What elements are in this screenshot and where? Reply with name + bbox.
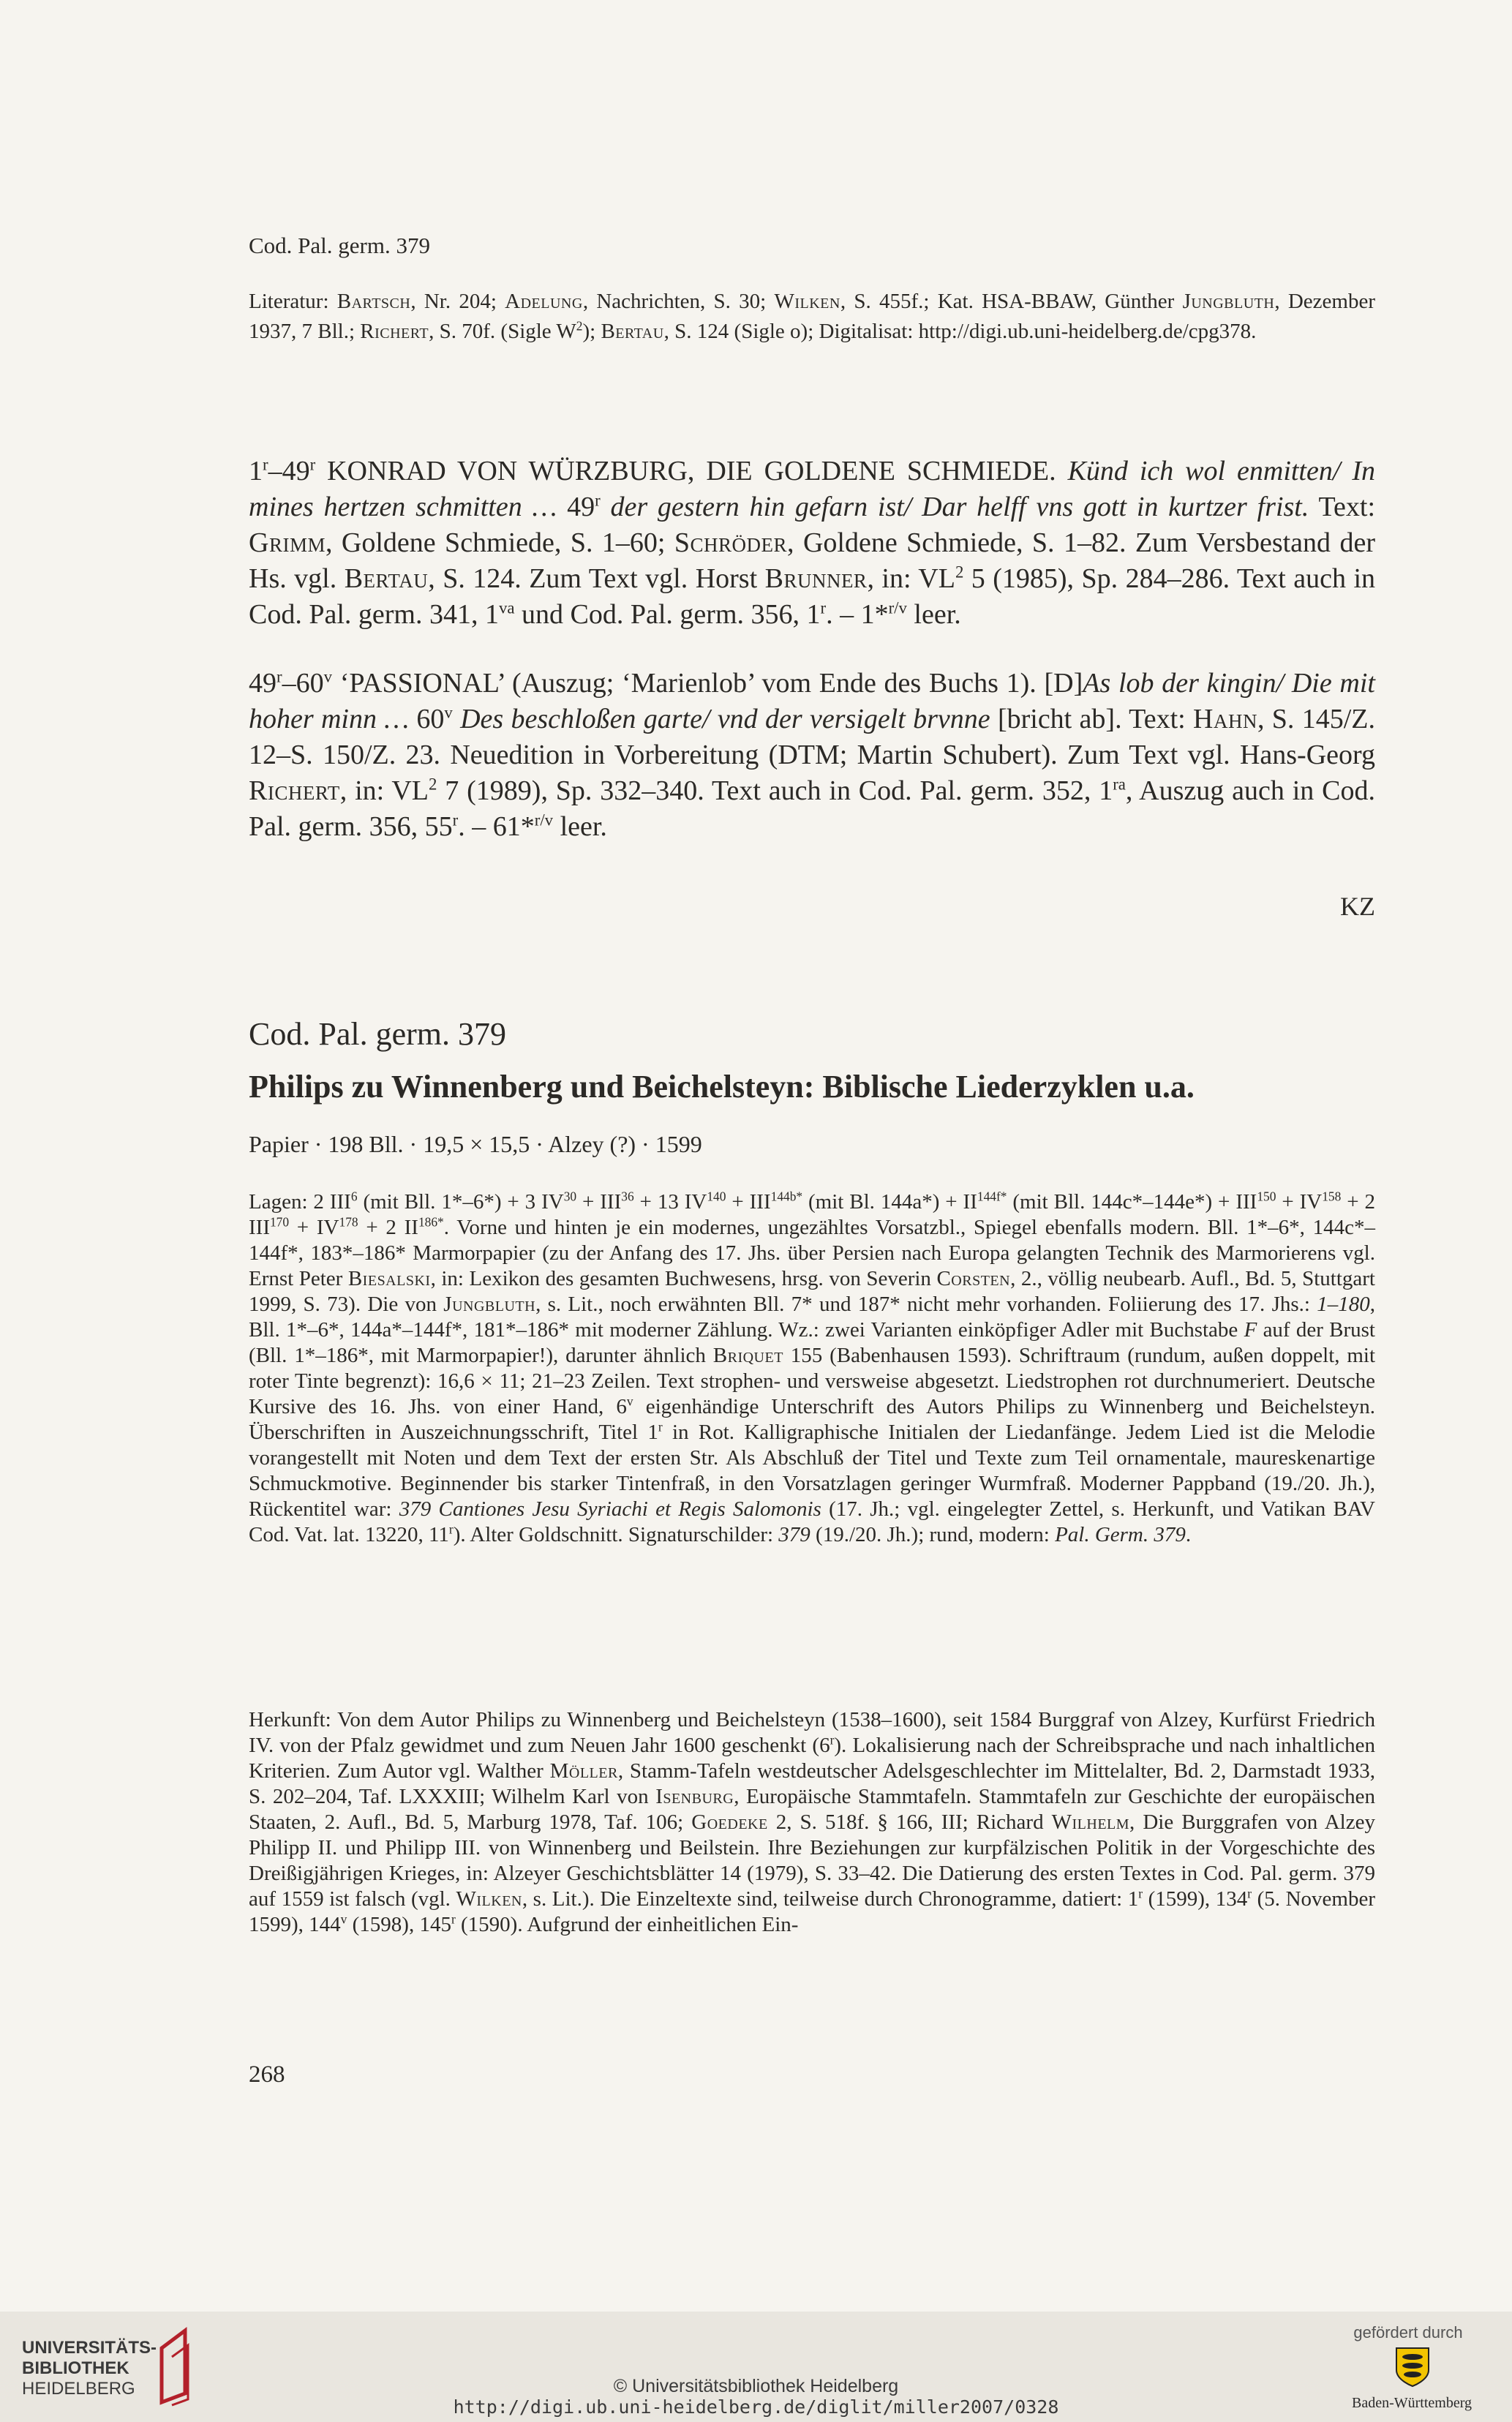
codicology-paragraph: Lagen: 2 III$^6$ (mit Bll. 1*–6*) + 3 $IV^{30} + III^{36} + 13$ $IV^{140} + III^{144b*}$ (mit Bl. $144a*) + II^{144f*}$ (mit Bll. $144c*-144e*) + III^{150} + IV^{158} + 2$ $III^{170} + IV^{178} + 2$ $II^{186*}$. Vorne und hinten je ein modernes, ungezähltes Vorsatzbl., Spiegel ebenfalls modern. Bll. 1*–6*, 144c*–144f*, 183*–186* Marmorpapier (zu der Anfang des 17. Jhs. über Persien nach Europa gelangten Technik des Marmorierens vgl. Ernst Peter Biesalski, in: Lexikon des gesamten Buchwesens, hrsg. von Severin Corsten, 2., völlig neubearb. Aufl., Bd. 5, Stuttgart 1999, S. 73). Die von Jungbluth, s. Lit., noch erwähnten Bll. 7* und 187* nicht mehr vorhanden. Foliierung des 17. Jhs.: 1–180, Bll. 1*–6*, 144a*–144f*, 181*–186* mit moderner Zählung. Wz.: zwei Varianten einköpfiger Adler mit Buchstabe F auf der Brust (Bll. 1*–186*, mit Marmorpapier!), darunter ähnlich Briquet 155 (Babenhausen 1593). Schriftraum (rundum, außen doppelt, mit roter Tinte begrenzt): 16,6 × 11; 21–23 Zeilen. Text strophen- und versweise abgesetzt. Liedstrophen rot durchnumeriert. Deutsche Kursive des 16. Jhs. von einer Hand, 6$^v$ eigenhändige Unterschrift des Autors Philips zu Winnenberg und Beichelsteyn. Überschriften in Auszeichnungsschrift, Titel 1$^r$ in Rot. Kalligraphische Initialen der Liedanfänge. Jedem Lied ist die Melodie vorangestellt mit Noten und dem Text der ersten Str. Als Abschluß der Titel und Texte zum Teil ornamentale, maureskenartige Schmuckmotive. Beginnender bis starker Tintenfraß, in den Vorsatzlagen geringer Wurmfraß. Moderner Pappband (19./20. Jh.), Rückentitel war: 379 Cantiones Jesu Syriachi et Regis Salomonis (17. Jh.; vgl. eingelegter Zettel, s. Herkunft, und Vatikan BAV Cod. Vat. lat. 13220, 11$^r$). Alter Goldschnitt. Signaturschilder: 379 (19./20. Jh.); rund, modern: Pal. Germ. 379. <box>249 1189 1376 1546</box>
permalink-url[interactable]: http://digi.ub.uni-heidelberg.de/diglit/miller2007/0328 <box>453 2396 1059 2418</box>
running-header: Cod. Pal. germ. 379 <box>249 233 430 258</box>
text-entry-passional: 49$^r$–60$^v$ ‘PASSIONAL’ (Auszug; ‘Marienlob’ vom Ende des Buchs 1). [D]As lob der kingin/ Die mit hoher minn … 60$^v$ Des beschloßen garte/ vnd der versigelt brvnne [bricht ab]. Text: Hahn, S. 145/Z. 12–S. 150/Z. 23. Neuedition in Vorbereitung (DTM; Martin Schubert). Zum Text vgl. Hans-Georg Richert, in: $VL^2$ 7 (1989), Sp. 332–340. Text auch in Cod. Pal. germ. 352, $1^{ra}$, Auszug auch in Cod. Pal. germ. 356, 55$^r$. – 61*$^{r/v}$ leer. <box>249 667 1376 842</box>
codex-title: Philips zu Winnenberg und Beichelsteyn: Biblische Liederzyklen u.a. <box>249 1069 1195 1105</box>
codex-physical-data: Papier · 198 Bll. · 19,5 × 15,5 · Alzey (?) · 1599 <box>249 1131 702 1157</box>
literature-paragraph: Literatur: Bartsch, Nr. 204; Adelung, Nachrichten, S. 30; Wilken, S. 455f.; Kat. HSA-BBAW, Günther Jungbluth, Dezember 1937, 7 Bll.; Richert, S. 70f. (Sigle $W^2$); Bertau, S. 124 (Sigle o); Digitalisat: http://digi.ub.uni-heidelberg.de/cpg378. <box>249 290 1375 343</box>
author-initials: KZ <box>1340 892 1375 921</box>
provenance-paragraph: Herkunft: Von dem Autor Philips zu Winnenberg und Beichelsteyn (1538–1600), seit 1584 Burggraf von Alzey, Kurfürst Friedrich IV. von der Pfalz gewidmet und zum Neuen Jahr 1600 geschenkt (6$^r$). Lokalisierung nach der Schreibsprache und nach inhaltlichen Kriterien. Zum Autor vgl. Walther Möller, Stamm-Tafeln westdeutscher Adelsgeschlechter im Mittelalter, Bd. 2, Darmstadt 1933, S. 202–204, Taf. LXXXIII; Wilhelm Karl von Isenburg, Europäische Stammtafeln. Stammtafeln zur Geschichte der europäischen Staaten, 2. Aufl., Bd. 5, Marburg 1978, Taf. 106; Goedeke 2, S. 518f. § 166, III; Richard Wilhelm, Die Burggrafen von Alzey Philipp II. und Philipp III. von Winnenberg und Beilstein. Ihre Beziehungen zur kurpfälzischen Politik in der Vorgeschichte des Dreißigjährigen Krieges, in: Alzeyer Geschichtsblätter 14 (1979), S. 33–42. Die Datierung des ersten Textes in Cod. Pal. germ. 379 auf 1559 ist falsch (vgl. Wilken, s. Lit.). Die Einzeltexte sind, teilweise durch Chronogramme, datiert: 1$^r$ (1599), 134$^r$ (5. November 1599), 144$^v$ (1598), 145$^r$ (1590). Aufgrund der einheitlichen Ein- <box>249 1708 1375 1936</box>
state-name: Baden-Württemberg <box>1351 2395 1472 2411</box>
page-number: 268 <box>249 2061 285 2088</box>
library-name-line3: HEIDELBERG <box>22 2379 135 2399</box>
codex-shelfmark: Cod. Pal. germ. 379 <box>249 1016 506 1052</box>
state-coat-of-arms-icon <box>1393 2345 1432 2389</box>
library-name-line1: UNIVERSITÄTS- <box>22 2338 157 2358</box>
library-name-line2: BIBLIOTHEK <box>22 2358 129 2378</box>
text-entry-goldene-schmiede: 1$^r$–49$^r$ KONRAD VON WÜRZBURG, DIE GOLDENE SCHMIEDE. Künd ich wol enmitten/ In mines hertzen schmitten … 49$^r$ der gestern hin gefarn ist/ Dar helff vns gott in kurtzer frist. Text: Grimm, Goldene Schmiede, S. 1–60; Schröder, Goldene Schmiede, S. 1–82. Zum Versbestand der Hs. vgl. Bertau, S. 124. Zum Text vgl. Horst Brunner, in: $VL^2$ 5 (1985), Sp. 284–286. Text auch in Cod. Pal. germ. 341, $1^{va}$ und Cod. Pal. germ. 356, 1$^r$. – 1*$^{r/v}$ leer. <box>249 455 1376 630</box>
copyright-notice: © Universitätsbibliothek Heidelberg <box>613 2376 899 2396</box>
funding-label: gefördert durch <box>1353 2323 1463 2342</box>
